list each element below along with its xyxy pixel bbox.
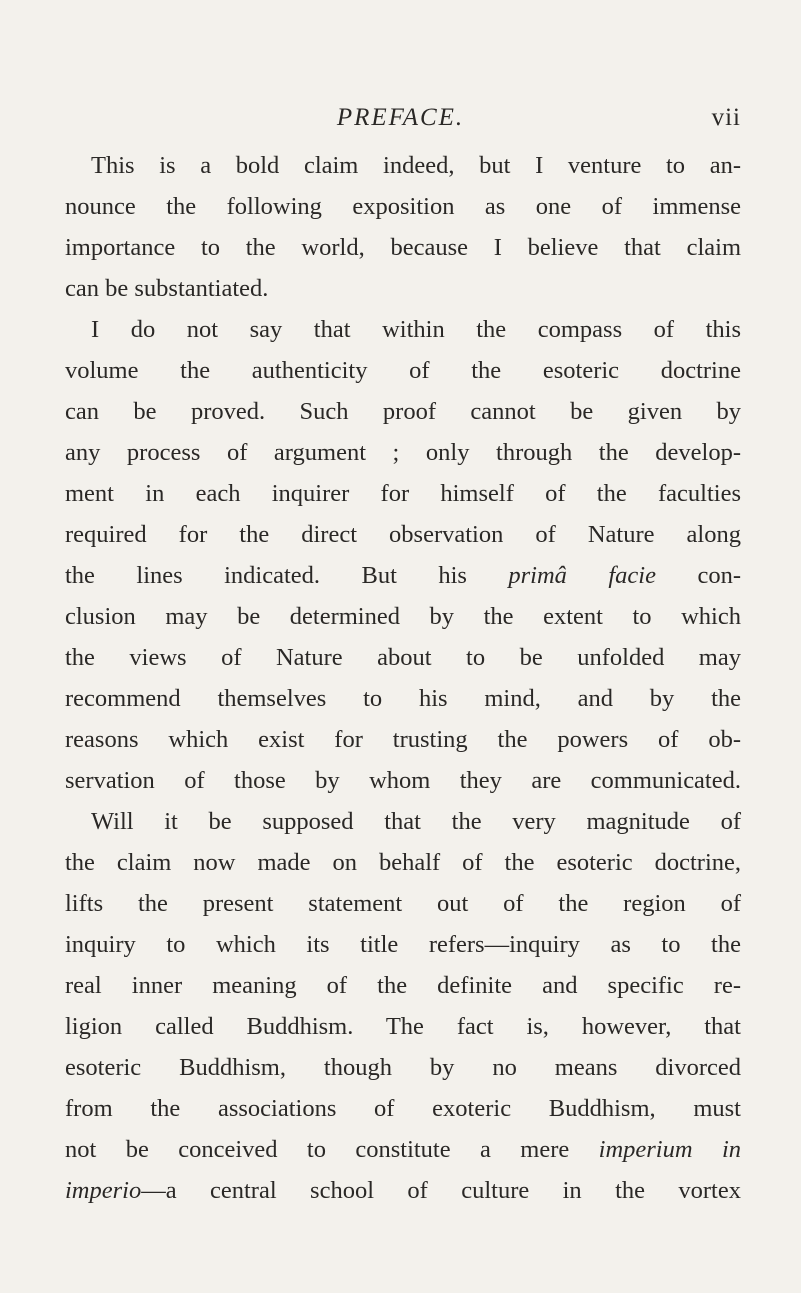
page-header [0,104,801,134]
text-line: lifts the present statement out of the region of [65,890,741,917]
text-line: servation of those by whom they are communicated. [65,767,741,794]
text-line: the views of Nature about to be unfolded may [65,644,741,671]
page-number: vii [711,104,741,131]
text-line: real inner meaning of the definite and specific re- [65,972,741,999]
text-line: can be substantiated. [65,275,269,302]
text-line: nounce the following exposition as one of immense [65,193,741,220]
text-line: the claim now made on behalf of the esoteric doctrine, [65,849,741,876]
text-segment: —a central school of culture in the vortex [141,1177,741,1204]
italic-phrase: imperio [65,1177,142,1204]
text-line: any process of argument ; only through the develop- [65,439,741,466]
text-line: I do not say that within the compass of this [91,316,741,343]
text-line: clusion may be determined by the extent to which [65,603,741,630]
running-head: PREFACE. [336,104,465,131]
text-segment: the lines indicated. But his [65,562,467,589]
text-line: ligion called Buddhism. The fact is, however, that [65,1013,741,1040]
text-segment: con- [697,562,741,589]
text-line: reasons which exist for trusting the powers of ob- [65,726,741,753]
text-line: required for the direct observation of Nature along [65,521,741,548]
text-line: This is a bold claim indeed, but I venture to an- [91,152,741,179]
text-line: inquiry to which its title refers—inquiry as to the [65,931,741,958]
text-line: volume the authenticity of the esoteric doctrine [65,357,741,384]
italic-phrase: imperium in [598,1136,741,1163]
text-line: recommend themselves to his mind, and by the [65,685,741,712]
text-line: from the associations of exoteric Buddhism, must [65,1095,741,1122]
text-segment: not be conceived to constitute a mere [65,1136,570,1163]
text-line: esoteric Buddhism, though by no means divorced [65,1054,741,1081]
text-line: ment in each inquirer for himself of the faculties [65,480,741,507]
text-line-mixed [65,1130,741,1170]
text-line: Will it be supposed that the very magnitude of [91,808,741,835]
text-line: can be proved. Such proof cannot be given by [65,398,741,425]
italic-phrase: primâ facie [508,562,656,589]
text-line: importance to the world, because I believe that claim [65,234,741,261]
text-line-mixed [65,1171,741,1211]
text-line-mixed [65,556,741,596]
